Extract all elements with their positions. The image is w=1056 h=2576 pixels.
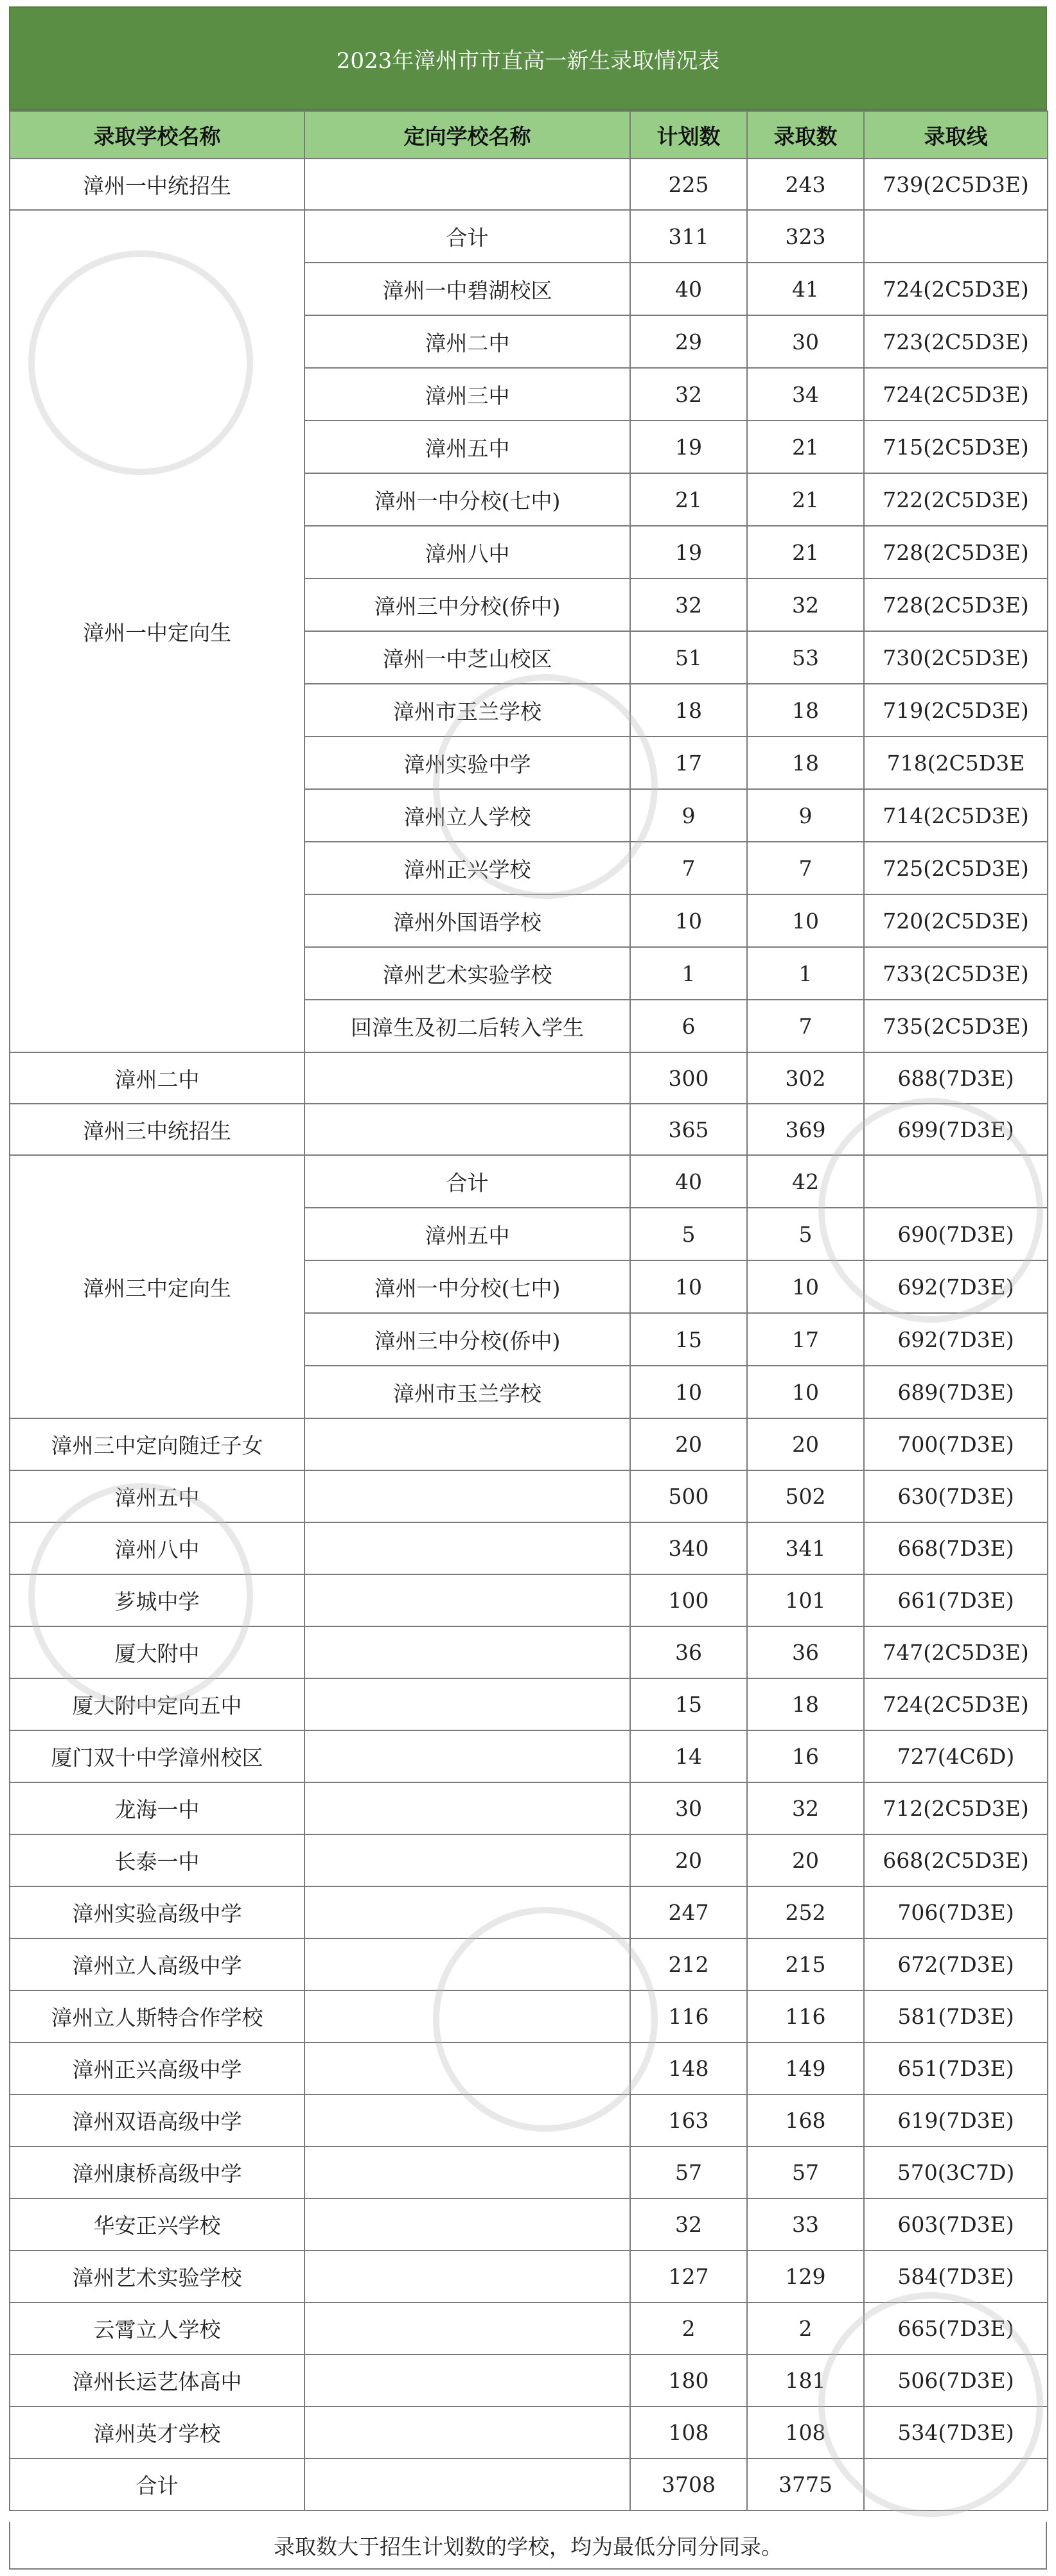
- admit-count: 129: [747, 2250, 864, 2302]
- plan-count: 212: [630, 1938, 747, 1990]
- cutoff-score: 689(7D3E): [864, 1366, 1048, 1418]
- admit-count: 302: [747, 1052, 864, 1104]
- target-school: 漳州一中分校(七中): [304, 1260, 630, 1313]
- admit-count: 168: [747, 2094, 864, 2146]
- target-school: [304, 1938, 630, 1990]
- cutoff-score: 630(7D3E): [864, 1470, 1048, 1522]
- table-row: [10, 2406, 1048, 2459]
- plan-count: 148: [630, 2042, 747, 2094]
- cutoff-score: 584(7D3E): [864, 2250, 1048, 2302]
- admit-count: 17: [747, 1313, 864, 1366]
- school-name: 漳州艺术实验学校: [10, 2250, 304, 2302]
- target-school: [304, 1782, 630, 1834]
- table-row: [10, 1678, 1048, 1730]
- admit-count: 57: [747, 2146, 864, 2198]
- cutoff-score: 581(7D3E): [864, 1990, 1048, 2042]
- table-row: [10, 1834, 1048, 1886]
- cutoff-score: 700(7D3E): [864, 1418, 1048, 1470]
- page-title: 2023年漳州市市直高一新生录取情况表: [9, 6, 1047, 110]
- cutoff-score: 735(2C5D3E): [864, 1000, 1048, 1052]
- plan-count: 127: [630, 2250, 747, 2302]
- target-school: 漳州一中碧湖校区: [304, 263, 630, 315]
- plan-count: 40: [630, 263, 747, 315]
- plan-count: 29: [630, 315, 747, 368]
- admission-table: [9, 110, 1048, 2511]
- school-name: 厦门双十中学漳州校区: [10, 1730, 304, 1782]
- cutoff-score: 570(3C7D): [864, 2146, 1048, 2198]
- cutoff-score: 725(2C5D3E): [864, 842, 1048, 894]
- admit-count: 33: [747, 2198, 864, 2250]
- school-name: 漳州立人高级中学: [10, 1938, 304, 1990]
- plan-count: 17: [630, 736, 747, 789]
- admit-count: 323: [747, 210, 864, 263]
- target-school: [304, 1574, 630, 1626]
- school-name: 漳州长运艺体高中: [10, 2354, 304, 2406]
- target-school: [304, 2354, 630, 2406]
- table-row: [10, 1886, 1048, 1938]
- plan-count: 163: [630, 2094, 747, 2146]
- admit-count: 7: [747, 842, 864, 894]
- plan-count: 247: [630, 1886, 747, 1938]
- target-school: 漳州五中: [304, 1208, 630, 1260]
- school-name: 漳州五中: [10, 1470, 304, 1522]
- cutoff-score: 733(2C5D3E): [864, 947, 1048, 1000]
- table-row: [10, 1522, 1048, 1574]
- plan-count: 7: [630, 842, 747, 894]
- target-school: [304, 2459, 630, 2511]
- plan-count: 30: [630, 1782, 747, 1834]
- admit-count: 16: [747, 1730, 864, 1782]
- admit-count: 2: [747, 2302, 864, 2354]
- target-school: [304, 1418, 630, 1470]
- plan-count: 9: [630, 789, 747, 842]
- table-row: [10, 2042, 1048, 2094]
- admit-count: 3775: [747, 2459, 864, 2511]
- target-school: 合计: [304, 210, 630, 263]
- cutoff-score: 672(7D3E): [864, 1938, 1048, 1990]
- header-target-school: 定向学校名称: [304, 111, 630, 159]
- table-row: [10, 1626, 1048, 1678]
- plan-count: 116: [630, 1990, 747, 2042]
- table-row: [10, 1782, 1048, 1834]
- admit-count: 149: [747, 2042, 864, 2094]
- plan-count: 21: [630, 473, 747, 526]
- cutoff-score: 534(7D3E): [864, 2406, 1048, 2459]
- cutoff-score: 668(2C5D3E): [864, 1834, 1048, 1886]
- target-school: [304, 1730, 630, 1782]
- plan-count: 10: [630, 894, 747, 947]
- table-row: [10, 2250, 1048, 2302]
- admit-count: 108: [747, 2406, 864, 2459]
- plan-count: 340: [630, 1522, 747, 1574]
- header-plan: 计划数: [630, 111, 747, 159]
- admit-count: 1: [747, 947, 864, 1000]
- cutoff-score: 718(2C5D3E: [864, 736, 1048, 789]
- admit-count: 30: [747, 315, 864, 368]
- target-school: [304, 1626, 630, 1678]
- header-admitted: 录取数: [747, 111, 864, 159]
- table-row: [10, 1990, 1048, 2042]
- admit-count: 53: [747, 631, 864, 684]
- school-name: 漳州正兴高级中学: [10, 2042, 304, 2094]
- plan-count: 500: [630, 1470, 747, 1522]
- school-name: 厦大附中: [10, 1626, 304, 1678]
- target-school: 漳州一中分校(七中): [304, 473, 630, 526]
- plan-count: 365: [630, 1104, 747, 1155]
- cutoff-score: 723(2C5D3E): [864, 315, 1048, 368]
- plan-count: 225: [630, 159, 747, 210]
- school-name: 合计: [10, 2459, 304, 2511]
- admit-count: 41: [747, 263, 864, 315]
- cutoff-score: 690(7D3E): [864, 1208, 1048, 1260]
- target-school: 漳州立人学校: [304, 789, 630, 842]
- admit-count: 20: [747, 1418, 864, 1470]
- plan-count: 32: [630, 368, 747, 421]
- plan-count: 15: [630, 1678, 747, 1730]
- plan-count: 2: [630, 2302, 747, 2354]
- plan-count: 10: [630, 1366, 747, 1418]
- cutoff-score: 706(7D3E): [864, 1886, 1048, 1938]
- plan-count: 108: [630, 2406, 747, 2459]
- target-school: 漳州一中芝山校区: [304, 631, 630, 684]
- cutoff-score: 692(7D3E): [864, 1313, 1048, 1366]
- target-school: 漳州正兴学校: [304, 842, 630, 894]
- cutoff-score: 651(7D3E): [864, 2042, 1048, 2094]
- school-name: 龙海一中: [10, 1782, 304, 1834]
- admit-count: 252: [747, 1886, 864, 1938]
- admit-count: 7: [747, 1000, 864, 1052]
- target-school: [304, 1834, 630, 1886]
- target-school: [304, 159, 630, 210]
- plan-count: 300: [630, 1052, 747, 1104]
- cutoff-score: 603(7D3E): [864, 2198, 1048, 2250]
- cutoff-score: 714(2C5D3E): [864, 789, 1048, 842]
- plan-count: 14: [630, 1730, 747, 1782]
- cutoff-score: 699(7D3E): [864, 1104, 1048, 1155]
- admit-count: 116: [747, 1990, 864, 2042]
- cutoff-score: 715(2C5D3E): [864, 421, 1048, 473]
- cutoff-score: 719(2C5D3E): [864, 684, 1048, 736]
- admit-count: 18: [747, 736, 864, 789]
- target-school: 漳州市玉兰学校: [304, 1366, 630, 1418]
- cutoff-score: 661(7D3E): [864, 1574, 1048, 1626]
- admit-count: 10: [747, 1260, 864, 1313]
- school-name: 芗城中学: [10, 1574, 304, 1626]
- admit-count: 101: [747, 1574, 864, 1626]
- header-cutoff: 录取线: [864, 111, 1048, 159]
- target-school: [304, 2250, 630, 2302]
- cutoff-score: 665(7D3E): [864, 2302, 1048, 2354]
- target-school: [304, 2042, 630, 2094]
- table-row: [10, 2459, 1048, 2511]
- admit-count: 42: [747, 1155, 864, 1208]
- table-row: [10, 159, 1048, 210]
- plan-count: 18: [630, 684, 747, 736]
- target-school: [304, 1104, 630, 1155]
- table-row: [10, 1470, 1048, 1522]
- cutoff-score: 727(4C6D): [864, 1730, 1048, 1782]
- cutoff-score: 730(2C5D3E): [864, 631, 1048, 684]
- school-name: 漳州八中: [10, 1522, 304, 1574]
- school-name: 漳州康桥高级中学: [10, 2146, 304, 2198]
- plan-count: 19: [630, 526, 747, 579]
- target-school: [304, 2302, 630, 2354]
- table-row: [10, 2146, 1048, 2198]
- admit-count: 32: [747, 1782, 864, 1834]
- admit-count: 215: [747, 1938, 864, 1990]
- admit-count: 18: [747, 684, 864, 736]
- table-row: [10, 1052, 1048, 1104]
- admit-count: 34: [747, 368, 864, 421]
- table-row: [10, 2094, 1048, 2146]
- cutoff-score: 739(2C5D3E): [864, 159, 1048, 210]
- admit-count: 5: [747, 1208, 864, 1260]
- target-school: 回漳生及初二后转入学生: [304, 1000, 630, 1052]
- target-school: 漳州八中: [304, 526, 630, 579]
- cutoff-score: 506(7D3E): [864, 2354, 1048, 2406]
- plan-count: 32: [630, 2198, 747, 2250]
- target-school: [304, 1470, 630, 1522]
- plan-count: 15: [630, 1313, 747, 1366]
- cutoff-score: [864, 210, 1048, 263]
- table-row: [10, 2302, 1048, 2354]
- cutoff-score: 720(2C5D3E): [864, 894, 1048, 947]
- admission-sheet: [9, 6, 1047, 2570]
- cutoff-score: 724(2C5D3E): [864, 368, 1048, 421]
- cutoff-score: 619(7D3E): [864, 2094, 1048, 2146]
- admit-count: 18: [747, 1678, 864, 1730]
- target-school: [304, 2146, 630, 2198]
- plan-count: 20: [630, 1418, 747, 1470]
- plan-count: 100: [630, 1574, 747, 1626]
- cutoff-score: 722(2C5D3E): [864, 473, 1048, 526]
- table-row: [10, 1104, 1048, 1155]
- school-name: 漳州立人斯特合作学校: [10, 1990, 304, 2042]
- admit-count: 10: [747, 1366, 864, 1418]
- school-name: 漳州三中统招生: [10, 1104, 304, 1155]
- header-school: 录取学校名称: [10, 111, 304, 159]
- target-school: [304, 2198, 630, 2250]
- target-school: 合计: [304, 1155, 630, 1208]
- school-name: 厦大附中定向五中: [10, 1678, 304, 1730]
- admit-count: 21: [747, 526, 864, 579]
- table-row: [10, 1574, 1048, 1626]
- plan-count: 51: [630, 631, 747, 684]
- plan-count: 5: [630, 1208, 747, 1260]
- admit-count: 181: [747, 2354, 864, 2406]
- admit-count: 20: [747, 1834, 864, 1886]
- target-school: 漳州三中分校(侨中): [304, 1313, 630, 1366]
- table-row: [10, 210, 1048, 263]
- target-school: [304, 1522, 630, 1574]
- school-name: 漳州三中定向随迁子女: [10, 1418, 304, 1470]
- plan-count: 40: [630, 1155, 747, 1208]
- cutoff-score: [864, 1155, 1048, 1208]
- cutoff-score: 668(7D3E): [864, 1522, 1048, 1574]
- plan-count: 10: [630, 1260, 747, 1313]
- target-school: [304, 1990, 630, 2042]
- table-body: [10, 159, 1048, 2511]
- target-school: [304, 1678, 630, 1730]
- cutoff-score: 724(2C5D3E): [864, 263, 1048, 315]
- plan-count: 3708: [630, 2459, 747, 2511]
- admit-count: 9: [747, 789, 864, 842]
- cutoff-score: 728(2C5D3E): [864, 526, 1048, 579]
- cutoff-score: 692(7D3E): [864, 1260, 1048, 1313]
- plan-count: 1: [630, 947, 747, 1000]
- school-name: 长泰一中: [10, 1834, 304, 1886]
- plan-count: 6: [630, 1000, 747, 1052]
- target-school: [304, 1052, 630, 1104]
- plan-count: 19: [630, 421, 747, 473]
- table-row: [10, 1730, 1048, 1782]
- admit-count: 32: [747, 579, 864, 631]
- admit-count: 243: [747, 159, 864, 210]
- school-name: 云霄立人学校: [10, 2302, 304, 2354]
- table-row: [10, 2198, 1048, 2250]
- table-row: [10, 1155, 1048, 1208]
- target-school: 漳州三中分校(侨中): [304, 579, 630, 631]
- table-row: [10, 2354, 1048, 2406]
- target-school: 漳州三中: [304, 368, 630, 421]
- school-name: 漳州三中定向生: [10, 1155, 304, 1418]
- cutoff-score: 712(2C5D3E): [864, 1782, 1048, 1834]
- school-name: 华安正兴学校: [10, 2198, 304, 2250]
- admit-count: 36: [747, 1626, 864, 1678]
- school-name: 漳州一中定向生: [10, 210, 304, 1052]
- target-school: 漳州外国语学校: [304, 894, 630, 947]
- table-header-row: [10, 111, 1048, 159]
- plan-count: 311: [630, 210, 747, 263]
- target-school: [304, 1886, 630, 1938]
- school-name: 漳州实验高级中学: [10, 1886, 304, 1938]
- target-school: 漳州艺术实验学校: [304, 947, 630, 1000]
- plan-count: 57: [630, 2146, 747, 2198]
- target-school: 漳州二中: [304, 315, 630, 368]
- target-school: 漳州五中: [304, 421, 630, 473]
- table-row: [10, 1938, 1048, 1990]
- cutoff-score: [864, 2459, 1048, 2511]
- cutoff-score: 724(2C5D3E): [864, 1678, 1048, 1730]
- school-name: 漳州英才学校: [10, 2406, 304, 2459]
- admit-count: 369: [747, 1104, 864, 1155]
- target-school: [304, 2094, 630, 2146]
- plan-count: 180: [630, 2354, 747, 2406]
- admit-count: 21: [747, 473, 864, 526]
- target-school: [304, 2406, 630, 2459]
- footnote: 录取数大于招生计划数的学校，均为最低分同分同录。: [9, 2522, 1047, 2570]
- cutoff-score: 688(7D3E): [864, 1052, 1048, 1104]
- plan-count: 36: [630, 1626, 747, 1678]
- target-school: 漳州实验中学: [304, 736, 630, 789]
- table-row: [10, 1418, 1048, 1470]
- target-school: 漳州市玉兰学校: [304, 684, 630, 736]
- admit-count: 502: [747, 1470, 864, 1522]
- cutoff-score: 747(2C5D3E): [864, 1626, 1048, 1678]
- admit-count: 341: [747, 1522, 864, 1574]
- school-name: 漳州二中: [10, 1052, 304, 1104]
- school-name: 漳州双语高级中学: [10, 2094, 304, 2146]
- school-name: 漳州一中统招生: [10, 159, 304, 210]
- admit-count: 21: [747, 421, 864, 473]
- plan-count: 20: [630, 1834, 747, 1886]
- cutoff-score: 728(2C5D3E): [864, 579, 1048, 631]
- admit-count: 10: [747, 894, 864, 947]
- plan-count: 32: [630, 579, 747, 631]
